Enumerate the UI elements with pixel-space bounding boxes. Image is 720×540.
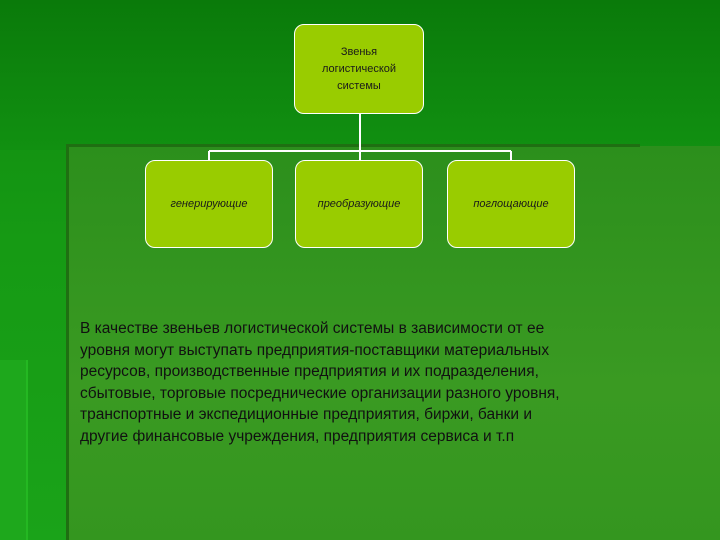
decor-left-line (26, 360, 28, 540)
decor-vertical-line (66, 144, 69, 540)
child-node-transforming (295, 160, 423, 248)
body-paragraph: В качестве звеньев логистической системы в зависимости от ее уровня могут выступать предприятия-поставщики материальных ресурсов, производственные предприятия и их подразделения, сбытовые, торговые посреднические организации разного уровня, транспортные и экспедиционные предприятия, биржи, банки и другие финансовые учреждения, предприятия сервиса и т.п (80, 320, 560, 445)
child-node-label: преобразующие (317, 198, 401, 210)
decor-horizontal-line (66, 144, 640, 147)
root-node-label: Звенья логистической системы (321, 45, 397, 92)
child-node-label: поглощающие (473, 198, 549, 210)
child-node-absorbing (447, 160, 575, 248)
child-node-generating (145, 160, 273, 248)
root-node (294, 24, 424, 114)
child-node-label: генерирующие (170, 198, 248, 210)
decor-left-strip (0, 360, 28, 540)
